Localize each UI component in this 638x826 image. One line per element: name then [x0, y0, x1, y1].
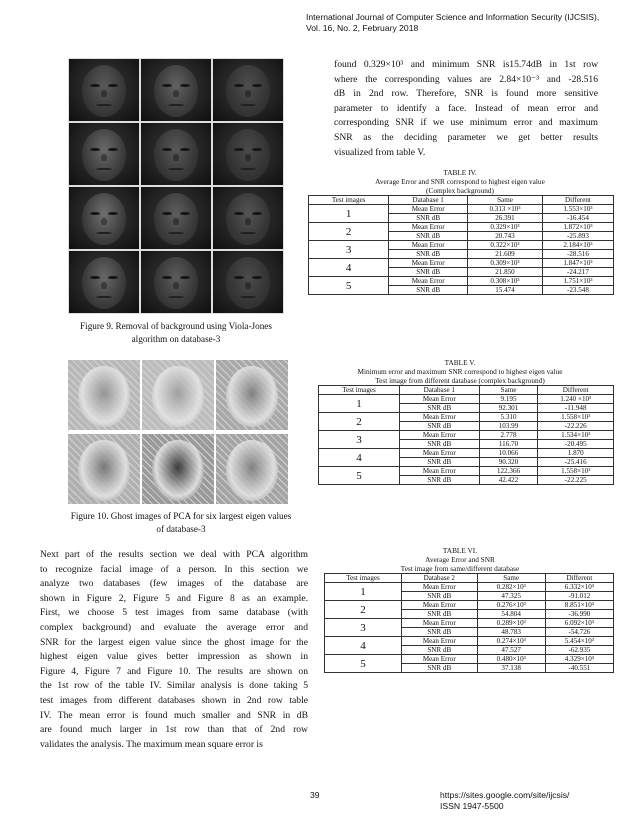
- table-cell: SNR dB: [401, 646, 477, 655]
- test-image-number: 5: [309, 277, 389, 295]
- table-cell: 1.872×10³: [542, 223, 613, 232]
- ghost-image: [68, 360, 140, 430]
- table-cell: 116.70: [479, 440, 538, 449]
- table-row: [319, 413, 614, 422]
- table-cell: 0.309×10³: [468, 259, 543, 268]
- text-line: First, we choose 5 test images from same database (with: [40, 607, 308, 619]
- table-cell: SNR dB: [400, 476, 480, 485]
- table-cell: -40.551: [545, 664, 613, 673]
- table-cell: SNR dB: [400, 404, 480, 413]
- table-cell: Mean Error: [400, 395, 480, 404]
- table-cell: Mean Error: [400, 431, 480, 440]
- table-header-cell: Same: [479, 386, 538, 395]
- text-line: Figure 4, Figure 7 and Figure 10. The results are shown on: [40, 665, 308, 677]
- table-row: [319, 449, 614, 458]
- face-image: [212, 186, 284, 250]
- face-image: [212, 250, 284, 314]
- table-row: [319, 431, 614, 440]
- table-row: [325, 583, 614, 592]
- table-cell: SNR dB: [389, 232, 468, 241]
- figure10-caption: [40, 510, 322, 536]
- table-cell: 0.276×10³: [477, 601, 545, 610]
- face-image: [68, 58, 140, 122]
- ghost-image: [142, 434, 214, 504]
- table-header-cell: Database 2: [401, 574, 477, 583]
- table-cell: 0.274×10³: [477, 637, 545, 646]
- table-cell: SNR dB: [401, 592, 477, 601]
- table-cell: Mean Error: [389, 277, 468, 286]
- table6-label: TABLE VI.: [442, 546, 478, 555]
- table-cell: SNR dB: [389, 268, 468, 277]
- table-cell: -11.948: [538, 404, 614, 413]
- table-cell: SNR dB: [400, 422, 480, 431]
- table-cell: 48.783: [477, 628, 545, 637]
- table-cell: 21.609: [468, 250, 543, 259]
- table-cell: -62.935: [545, 646, 613, 655]
- table5-title1: Minimum error and maximum SNR correspond to highest eigen value: [357, 367, 563, 376]
- figure9-caption-line1: Figure 9. Removal of background using Viola-Jones: [80, 321, 272, 331]
- table-cell: Mean Error: [401, 655, 477, 664]
- table5-label: TABLE V.: [444, 358, 476, 367]
- table-cell: -28.516: [542, 250, 613, 259]
- ghost-image: [68, 434, 140, 504]
- test-image-number: 2: [325, 601, 402, 619]
- table4-title1: Average Error and SNR correspond to highest eigen value: [375, 177, 545, 186]
- table-cell: 2.778: [479, 431, 538, 440]
- text-line: SNR as the deciding parameter we get better results: [334, 131, 598, 143]
- table-cell: Mean Error: [400, 467, 480, 476]
- text-line: to recognize facial image of a person. In this section we: [40, 563, 308, 575]
- table-cell: 0.322×10³: [468, 241, 543, 250]
- table6-title1: Average Error and SNR: [425, 555, 495, 564]
- table4-title2: (Complex background): [426, 186, 494, 195]
- text-line: found 0.329×10³ and minimum SNR is15.74dB in 1st row: [334, 59, 598, 70]
- table6-block: [300, 546, 620, 673]
- table-cell: 5.454×10³: [545, 637, 613, 646]
- table-cell: 122.366: [479, 467, 538, 476]
- table-cell: 1.870: [538, 449, 614, 458]
- table-cell: Mean Error: [400, 413, 480, 422]
- table-header-cell: Test images: [325, 574, 402, 583]
- table-cell: 2.184×10³: [542, 241, 613, 250]
- table-cell: Mean Error: [401, 637, 477, 646]
- table-header-cell: Different: [545, 574, 613, 583]
- table-cell: SNR dB: [389, 286, 468, 295]
- test-image-number: 1: [319, 395, 400, 413]
- footer-url: https://sites.google.com/site/ijcsis/: [440, 790, 570, 800]
- table-cell: 42.422: [479, 476, 538, 485]
- test-image-number: 2: [319, 413, 400, 431]
- table5: [318, 385, 614, 485]
- table-cell: -91.012: [545, 592, 613, 601]
- footer-issn: ISSN 1947-5500: [440, 801, 504, 811]
- text-line: corresponding SNR if we use minimum error and maximum: [334, 117, 598, 129]
- test-image-number: 2: [309, 223, 389, 241]
- face-image: [140, 250, 212, 314]
- face-image: [140, 58, 212, 122]
- table-cell: 4.329×10³: [545, 655, 613, 664]
- test-image-number: 4: [309, 259, 389, 277]
- table-cell: 6.092×10³: [545, 619, 613, 628]
- table6-title2: Test image from same/different database: [400, 564, 520, 573]
- text-line: dB in 2nd row. Therefore, SNR is found more sensitive: [334, 88, 598, 100]
- table-cell: Mean Error: [389, 259, 468, 268]
- table4-label: TABLE IV.: [443, 168, 477, 177]
- table-cell: 0.282×10³: [477, 583, 545, 592]
- text-line: parameter to identify a face. Instead of mean error and: [334, 102, 598, 114]
- face-image: [68, 186, 140, 250]
- right-body-text: [334, 58, 598, 160]
- text-line: shown in Figure 2, Figure 5 and Figure 8 as an example.: [40, 592, 308, 604]
- table-cell: 0.289×10³: [477, 619, 545, 628]
- table6: [324, 573, 614, 673]
- table-cell: 37.138: [477, 664, 545, 673]
- table-cell: SNR dB: [389, 214, 468, 223]
- table5-title2: Test image from different database (complex background): [375, 376, 545, 385]
- table-cell: 47.527: [477, 646, 545, 655]
- table-cell: 1.558×10³: [538, 467, 614, 476]
- face-image: [140, 122, 212, 186]
- table-cell: 0.313 ×10³: [468, 205, 543, 214]
- table-cell: -22.226: [538, 422, 614, 431]
- text-line: are found much larger in 1st row than that of 2nd row: [40, 724, 308, 736]
- table-cell: 5.310: [479, 413, 538, 422]
- test-image-number: 5: [319, 467, 400, 485]
- table-cell: SNR dB: [401, 664, 477, 673]
- table-row: [319, 467, 614, 476]
- table-cell: 1.553×10³: [542, 205, 613, 214]
- figure10-ghost-grid: [68, 360, 288, 506]
- test-image-number: 1: [309, 205, 389, 223]
- table-cell: 47.325: [477, 592, 545, 601]
- table4: [308, 195, 614, 295]
- face-image: [68, 250, 140, 314]
- test-image-number: 4: [319, 449, 400, 467]
- table-cell: SNR dB: [401, 628, 477, 637]
- table-cell: 0.308×10³: [468, 277, 543, 286]
- table-cell: Mean Error: [389, 241, 468, 250]
- test-image-number: 4: [325, 637, 402, 655]
- table-header-cell: Database 1: [389, 196, 468, 205]
- journal-title: International Journal of Computer Science and Information Security (IJCSIS),: [306, 12, 600, 22]
- journal-volume: Vol. 16, No. 2, February 2018: [306, 23, 419, 33]
- table-cell: 6.332×10³: [545, 583, 613, 592]
- figure9-face-grid: [68, 58, 284, 314]
- table-cell: 0.329×10³: [468, 223, 543, 232]
- text-line: visualized from table V.: [334, 146, 426, 158]
- test-image-number: 1: [325, 583, 402, 601]
- ghost-image: [142, 360, 214, 430]
- text-line: complex background) and evaluate the average error and: [40, 621, 308, 633]
- table-cell: -20.495: [538, 440, 614, 449]
- table-cell: 21.850: [468, 268, 543, 277]
- table-cell: Mean Error: [389, 205, 468, 214]
- table-cell: 9.195: [479, 395, 538, 404]
- text-line: validates the analysis. The maximum mean square error is: [40, 738, 263, 750]
- figure9-caption-line2: algorithm on database-3: [131, 334, 221, 344]
- table-cell: SNR dB: [400, 440, 480, 449]
- text-line: Next part of the results section we deal with PCA algorithm: [40, 549, 308, 560]
- table-cell: 10.066: [479, 449, 538, 458]
- figure10-caption-line1: Figure 10. Ghost images of PCA for six largest eigen values: [70, 511, 292, 521]
- footer-links: [440, 790, 569, 812]
- table-cell: SNR dB: [389, 250, 468, 259]
- test-image-number: 3: [309, 241, 389, 259]
- ghost-image: [216, 434, 288, 504]
- test-image-number: 5: [325, 655, 402, 673]
- text-line: analyze two databases (few images of the database are: [40, 578, 308, 590]
- table-cell: 1.240 ×10³: [538, 395, 614, 404]
- table-cell: Mean Error: [400, 449, 480, 458]
- face-image: [140, 186, 212, 250]
- table-header-cell: Different: [542, 196, 613, 205]
- table-cell: -23.548: [542, 286, 613, 295]
- text-line: SNR for the largest eigen value since the ghost image for the: [40, 636, 308, 648]
- page-number: 39: [310, 790, 320, 800]
- table-cell: 92.301: [479, 404, 538, 413]
- table-cell: 90.320: [479, 458, 538, 467]
- table-header-cell: Test images: [309, 196, 389, 205]
- ghost-image: [216, 360, 288, 430]
- text-line: highest eigen value gives better impression as shown in: [40, 651, 308, 663]
- table-cell: SNR dB: [401, 610, 477, 619]
- table-header-cell: Test images: [319, 386, 400, 395]
- table-header-cell: Same: [477, 574, 545, 583]
- table-row: [309, 277, 614, 286]
- table4-block: [300, 168, 620, 295]
- table-cell: -54.726: [545, 628, 613, 637]
- table-cell: -22.225: [538, 476, 614, 485]
- text-line: the 1st row of the table IV. Similar analysis is done taking 5: [40, 680, 308, 692]
- table-row: [309, 241, 614, 250]
- table-cell: Mean Error: [389, 223, 468, 232]
- table-header-cell: Same: [468, 196, 543, 205]
- table-cell: 1.751×10³: [542, 277, 613, 286]
- face-image: [212, 58, 284, 122]
- text-line: where the corresponding values are 2.84×10⁻³ and -28.516: [334, 73, 598, 85]
- journal-header: [306, 12, 599, 34]
- table-row: [325, 601, 614, 610]
- table-header-cell: Database 1: [400, 386, 480, 395]
- table-row: [325, 637, 614, 646]
- figure9-caption: [40, 320, 312, 346]
- figure10-caption-line2: of database-3: [156, 524, 206, 534]
- text-line: test images from different databases shown in 2nd row table: [40, 694, 308, 706]
- face-image: [212, 122, 284, 186]
- table-row: [325, 655, 614, 664]
- table-row: [319, 395, 614, 404]
- table-cell: 15.474: [468, 286, 543, 295]
- table-cell: -36.990: [545, 610, 613, 619]
- table-row: [309, 223, 614, 232]
- table-cell: -25.893: [542, 232, 613, 241]
- table-row: [309, 205, 614, 214]
- text-line: IV. The mean error is found much smaller and SNR in dB: [40, 709, 308, 721]
- table-cell: Mean Error: [401, 619, 477, 628]
- test-image-number: 3: [325, 619, 402, 637]
- table-cell: -25.416: [538, 458, 614, 467]
- table-cell: Mean Error: [401, 601, 477, 610]
- table-cell: 26.391: [468, 214, 543, 223]
- table-cell: -16.454: [542, 214, 613, 223]
- table-cell: Mean Error: [401, 583, 477, 592]
- face-image: [68, 122, 140, 186]
- table5-block: [300, 358, 620, 485]
- table-cell: 8.851×10³: [545, 601, 613, 610]
- table-cell: 1.534×10³: [538, 431, 614, 440]
- table-row: [309, 259, 614, 268]
- table-cell: 0.480×10³: [477, 655, 545, 664]
- test-image-number: 3: [319, 431, 400, 449]
- table-cell: 20.743: [468, 232, 543, 241]
- table-cell: 1.558×10³: [538, 413, 614, 422]
- table-cell: 1.847×10³: [542, 259, 613, 268]
- table-header-cell: Different: [538, 386, 614, 395]
- left-body-text: [40, 548, 308, 752]
- table-cell: SNR dB: [400, 458, 480, 467]
- table-row: [325, 619, 614, 628]
- table-cell: 103.99: [479, 422, 538, 431]
- table-cell: 54.804: [477, 610, 545, 619]
- table-cell: -24.217: [542, 268, 613, 277]
